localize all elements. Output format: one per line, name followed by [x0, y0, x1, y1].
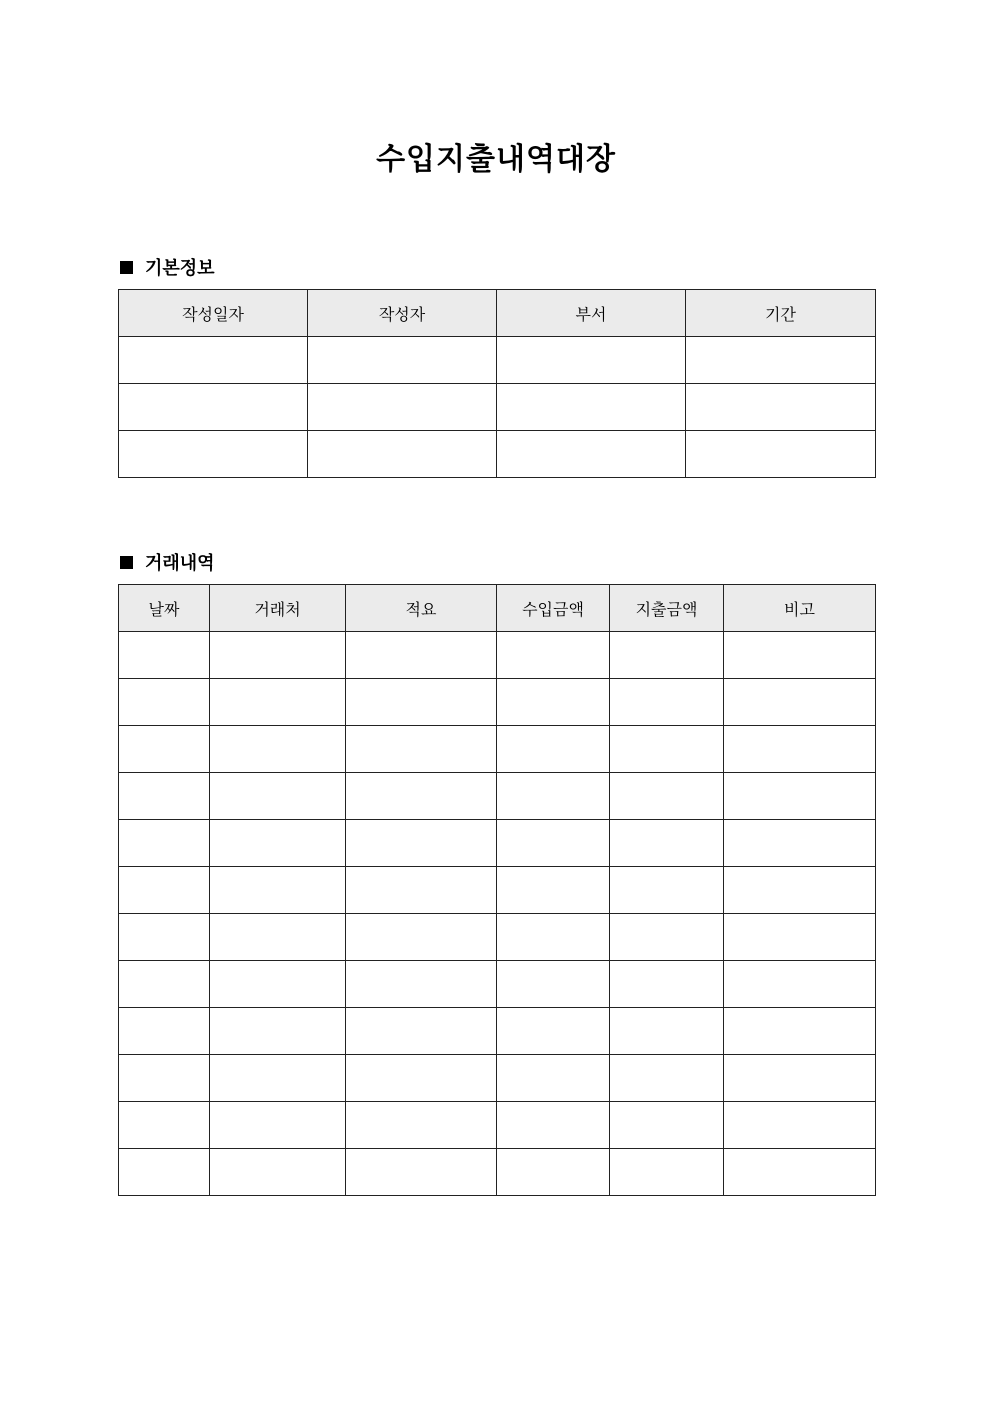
table-cell[interactable] [346, 867, 497, 914]
square-bullet-icon [120, 261, 133, 274]
table-cell[interactable] [119, 773, 210, 820]
table-cell[interactable] [119, 1102, 210, 1149]
column-header-date: 날짜 [119, 585, 210, 632]
column-header-author: 작성자 [308, 290, 497, 337]
column-header-date-written: 작성일자 [119, 290, 308, 337]
table-cell[interactable] [610, 867, 724, 914]
table-cell[interactable] [308, 384, 497, 431]
table-cell[interactable] [119, 867, 210, 914]
table-cell[interactable] [724, 1102, 876, 1149]
table-cell[interactable] [346, 1008, 497, 1055]
table-cell[interactable] [210, 1102, 346, 1149]
table-cell[interactable] [210, 961, 346, 1008]
table-row [119, 1149, 876, 1196]
table-cell[interactable] [686, 337, 876, 384]
table-cell[interactable] [686, 384, 876, 431]
transactions-heading-label: 거래내역 [145, 553, 215, 574]
table-cell[interactable] [497, 679, 610, 726]
table-cell[interactable] [724, 726, 876, 773]
table-cell[interactable] [119, 961, 210, 1008]
table-cell[interactable] [497, 1008, 610, 1055]
transactions-table [118, 584, 876, 1196]
table-row [119, 773, 876, 820]
table-cell[interactable] [210, 1149, 346, 1196]
table-row [119, 867, 876, 914]
table-header-row [119, 585, 876, 632]
column-header-department: 부서 [497, 290, 686, 337]
table-row [119, 1055, 876, 1102]
table-cell[interactable] [210, 773, 346, 820]
table-cell[interactable] [119, 632, 210, 679]
table-cell[interactable] [724, 867, 876, 914]
table-cell[interactable] [610, 726, 724, 773]
table-cell[interactable] [610, 961, 724, 1008]
table-cell[interactable] [610, 1008, 724, 1055]
table-cell[interactable] [497, 337, 686, 384]
table-row [119, 384, 876, 431]
table-cell[interactable] [497, 632, 610, 679]
table-row [119, 914, 876, 961]
table-cell[interactable] [346, 1102, 497, 1149]
table-cell[interactable] [210, 867, 346, 914]
table-cell[interactable] [119, 1008, 210, 1055]
table-cell[interactable] [497, 961, 610, 1008]
column-header-description: 적요 [346, 585, 497, 632]
table-cell[interactable] [724, 1055, 876, 1102]
table-row [119, 679, 876, 726]
table-row [119, 961, 876, 1008]
table-cell[interactable] [308, 337, 497, 384]
table-cell[interactable] [119, 820, 210, 867]
table-header-row [119, 290, 876, 337]
column-header-expense: 지출금액 [610, 585, 724, 632]
table-cell[interactable] [346, 726, 497, 773]
table-cell[interactable] [119, 679, 210, 726]
table-cell[interactable] [497, 1149, 610, 1196]
table-cell[interactable] [497, 384, 686, 431]
table-cell[interactable] [346, 961, 497, 1008]
page-title: 수입지출내역대장 [376, 142, 616, 177]
basic-info-heading-label: 기본정보 [145, 258, 215, 279]
column-header-remarks: 비고 [724, 585, 876, 632]
table-cell[interactable] [724, 1149, 876, 1196]
table-cell[interactable] [610, 1055, 724, 1102]
table-cell[interactable] [346, 914, 497, 961]
column-header-period: 기간 [686, 290, 876, 337]
table-cell[interactable] [210, 726, 346, 773]
basic-info-table [118, 289, 876, 478]
table-row [119, 820, 876, 867]
table-cell[interactable] [610, 1102, 724, 1149]
table-cell[interactable] [119, 726, 210, 773]
table-cell[interactable] [610, 679, 724, 726]
table-cell[interactable] [346, 773, 497, 820]
table-cell[interactable] [497, 773, 610, 820]
table-cell[interactable] [346, 1149, 497, 1196]
table-cell[interactable] [724, 679, 876, 726]
table-cell[interactable] [724, 632, 876, 679]
table-cell[interactable] [610, 820, 724, 867]
table-row [119, 1102, 876, 1149]
table-cell[interactable] [346, 632, 497, 679]
table-cell[interactable] [210, 679, 346, 726]
table-cell[interactable] [308, 431, 497, 478]
table-cell[interactable] [210, 1008, 346, 1055]
table-row [119, 632, 876, 679]
table-cell[interactable] [610, 1149, 724, 1196]
table-cell[interactable] [210, 632, 346, 679]
table-cell[interactable] [497, 431, 686, 478]
table-cell[interactable] [119, 914, 210, 961]
column-header-partner: 거래처 [210, 585, 346, 632]
table-row [119, 726, 876, 773]
table-row [119, 1008, 876, 1055]
table-cell[interactable] [497, 726, 610, 773]
table-cell[interactable] [210, 914, 346, 961]
table-cell[interactable] [610, 914, 724, 961]
table-cell[interactable] [497, 867, 610, 914]
table-cell[interactable] [610, 773, 724, 820]
table-cell[interactable] [724, 773, 876, 820]
table-cell[interactable] [346, 1055, 497, 1102]
table-cell[interactable] [119, 431, 308, 478]
basic-info-heading [120, 254, 215, 280]
table-cell[interactable] [346, 679, 497, 726]
table-cell[interactable] [497, 1102, 610, 1149]
square-bullet-icon [120, 556, 133, 569]
table-row [119, 337, 876, 384]
table-cell[interactable] [497, 820, 610, 867]
table-cell[interactable] [119, 337, 308, 384]
table-cell[interactable] [686, 431, 876, 478]
table-cell[interactable] [346, 820, 497, 867]
table-cell[interactable] [724, 820, 876, 867]
table-cell[interactable] [119, 1149, 210, 1196]
table-cell[interactable] [724, 961, 876, 1008]
table-cell[interactable] [724, 1008, 876, 1055]
table-cell[interactable] [119, 1055, 210, 1102]
transactions-heading [120, 549, 215, 575]
table-cell[interactable] [119, 384, 308, 431]
table-cell[interactable] [497, 914, 610, 961]
table-cell[interactable] [724, 914, 876, 961]
table-row [119, 431, 876, 478]
table-cell[interactable] [610, 632, 724, 679]
table-cell[interactable] [497, 1055, 610, 1102]
column-header-income: 수입금액 [497, 585, 610, 632]
table-cell[interactable] [210, 1055, 346, 1102]
table-cell[interactable] [210, 820, 346, 867]
